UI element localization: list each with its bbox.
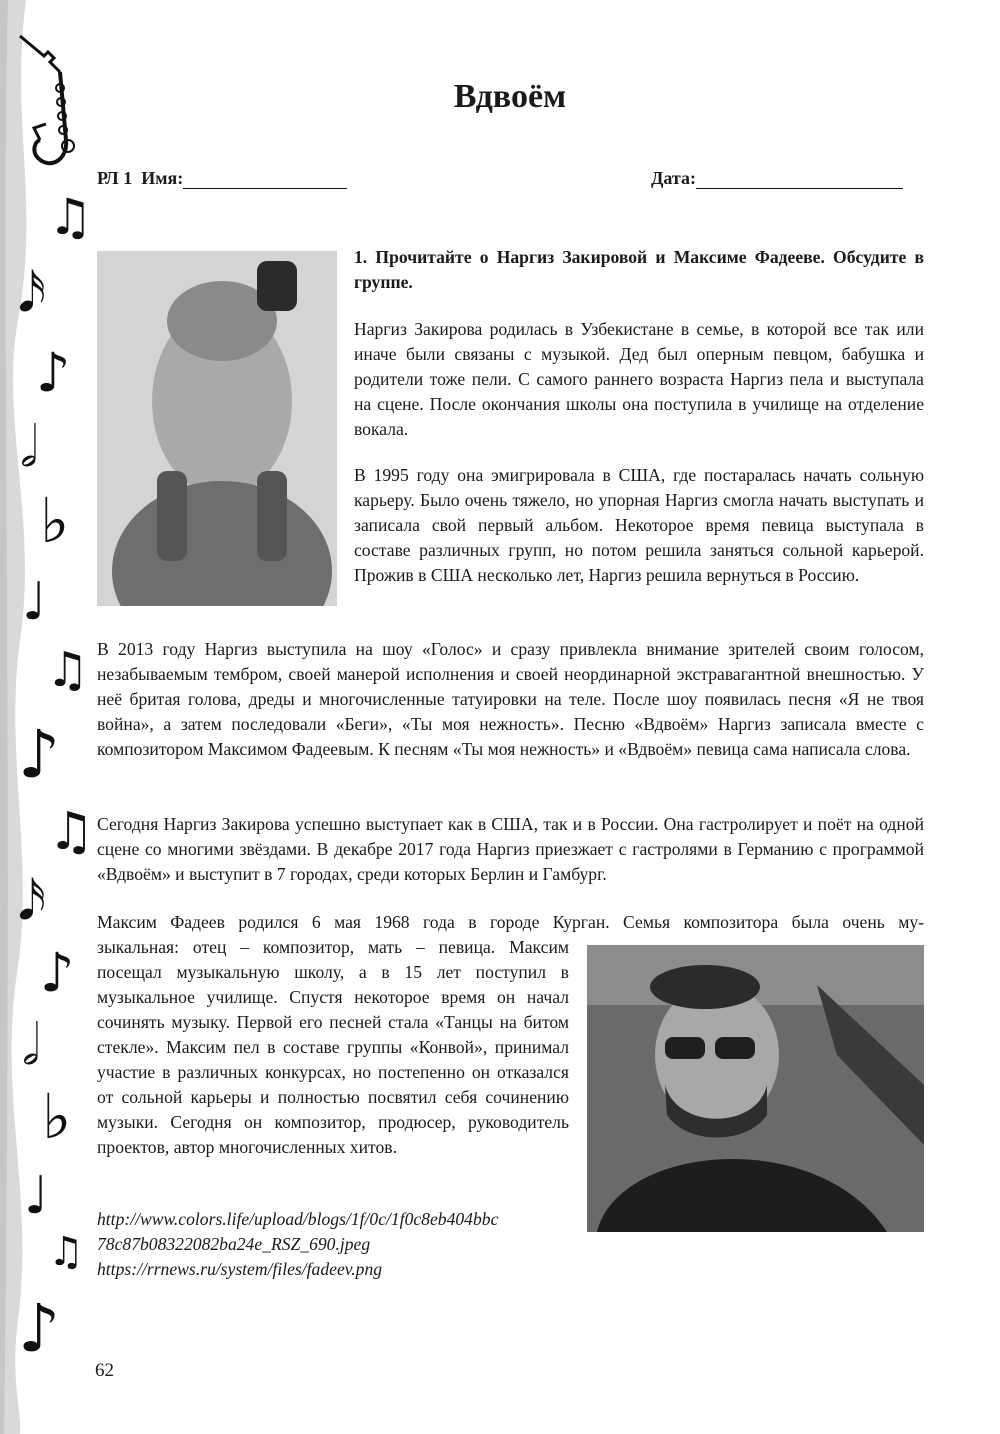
flat-sign-icon: ♭	[42, 1080, 72, 1153]
music-note-icon: ♫	[48, 1229, 84, 1275]
music-note-icon: 𝅘𝅥𝅯	[18, 869, 47, 932]
name-label: Имя:	[141, 168, 184, 188]
paragraph-3: В 2013 году Наргиз выступила на шоу «Голос» и сразу привлекла внимание зрителей своим голосом, незабываемым тембром, своей манерой исполнения и своей неординарной экстравагантной внешностью. У неё бритая голова, дреды и многочисленные татуировки на теле. После шоу появилась песня «Я не твоя война», а затем последовали «Беги», «Ты моя нежность». Песню «Вдвоём» Наргиз записала вместе с композитором Максимом Фадеевым. К песням «Ты моя нежность» и «Вдвоём» певица сама написала слова.	[97, 639, 924, 759]
portrait-placeholder	[587, 945, 924, 1232]
name-blank-line[interactable]	[183, 170, 347, 189]
music-note-icon: ♫	[48, 802, 95, 862]
date-blank-line[interactable]	[696, 170, 903, 189]
source-link[interactable]: 78c87b08322082ba24e_RSZ_690.jpeg	[97, 1234, 371, 1254]
worksheet-label: РЛ 1	[97, 168, 133, 188]
date-field	[651, 168, 903, 189]
flat-sign-icon: ♭	[40, 484, 70, 557]
task-instruction: 1. Прочитайте о Наргиз Закировой и Максиме Фадееве. Обсудите в группе.	[354, 247, 924, 292]
music-note-icon: ♫	[46, 642, 90, 698]
music-note-icon: ♪	[18, 716, 61, 793]
music-note-icon: 𝅗𝅥	[20, 415, 38, 480]
page-number: 62	[95, 1360, 114, 1381]
music-note-icon: ♪	[36, 341, 71, 404]
music-note-icon: ♩	[22, 572, 47, 632]
paragraph-4: Сегодня Наргиз Закирова успешно выступает как в США, так и в России. Она гастролирует и поёт на одной сцене со многими звёздами. В декабре 2017 года Наргиз приезжает с гастролями в Германию с программой «Вдвоём» и выступит в 7 городах, среди которых Берлин и Гамбург.	[97, 814, 924, 884]
source-link[interactable]: https://rrnews.ru/system/files/fadeev.png	[97, 1259, 383, 1279]
page-title: Вдвоём	[453, 78, 567, 115]
paragraph-5-rest: зыкальная: отец – композитор, мать – певица. Максим посещал музыкальную школу, а в 15 лет поступил в музыкальное училище. Спустя некоторое время он начал сочинять музыку. Первой его песней стала «Танцы на битом стекле». Максим пел в составе группы «Конвой», принимал участие в различных конкурсах, но постепенно он отказался от сольной карьеры и полностью посвятил себя сочинению музыки. Сегодня он композитор, продюсер, руководитель проектов, автор многочисленных хитов.	[97, 937, 569, 1157]
portrait-placeholder	[97, 251, 337, 606]
paragraph-2: В 1995 году она эмигрировала в США, где постаралась начать сольную карьеру. Было очень тяжело, но упорная Наргиз смогла начать выступать и записала свой первый альбом. Некоторое время певица выступала в составе различных групп, но потом решила заняться сольной карьерой. Прожив в США несколько лет, Наргиз решила вернуться в Россию.	[354, 465, 924, 585]
date-label: Дата:	[651, 168, 696, 188]
paragraph-1: Наргиз Закирова родилась в Узбекистане в семье, в которой все так или иначе были связаны с музыкой. Дед был оперным певцом, бабушка и родители тоже пели. С самого раннего возраста Наргиз пела и выступала на сцене. После окончания школы она поступила в училище на отделение вокала.	[354, 319, 924, 439]
worksheet-header	[97, 168, 347, 189]
music-note-icon: ♫	[48, 188, 93, 246]
music-note-icon: ♩	[24, 1166, 49, 1226]
paragraph-5-first-line: Максим Фадеев родился 6 мая 1968 года в городе Курган. Семья композитора была очень му-	[97, 912, 924, 932]
photo-maxim	[587, 945, 924, 1232]
music-note-icon: 𝅘𝅥𝅯	[18, 261, 47, 324]
music-note-icon: 𝅗𝅥	[22, 1013, 40, 1078]
source-link[interactable]: http://www.colors.life/upload/blogs/1f/0c/1f0c8eb404bbc	[97, 1209, 499, 1229]
music-note-icon: ♪	[40, 941, 75, 1004]
music-note-icon: ♪	[18, 1290, 61, 1367]
photo-nargiz	[97, 251, 337, 606]
image-sources	[97, 1207, 498, 1282]
